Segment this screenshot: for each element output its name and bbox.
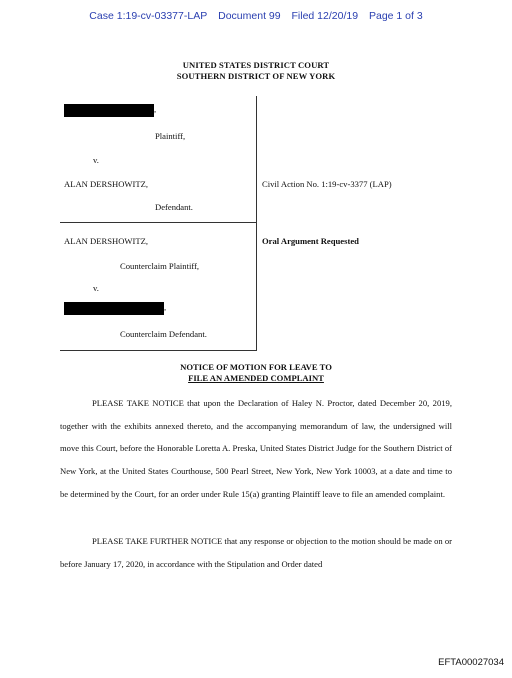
court-line-2: SOUTHERN DISTRICT OF NEW YORK bbox=[176, 71, 336, 81]
efta-identifier: EFTA00027034 bbox=[438, 657, 504, 668]
body-paragraph-2 bbox=[60, 530, 452, 575]
comma-mark-2: , bbox=[164, 302, 167, 312]
versus-1: v. bbox=[93, 155, 99, 165]
motion-title bbox=[0, 362, 512, 384]
motion-title-line-2: FILE AN AMENDED COMPLAINT bbox=[188, 373, 324, 383]
document-number: Document 99 bbox=[218, 10, 281, 22]
filing-header bbox=[0, 10, 512, 22]
civil-action-number: Civil Action No. 1:19-cv-3377 (LAP) bbox=[262, 179, 392, 189]
paragraph-1-text: PLEASE TAKE NOTICE that upon the Declaration of Haley N. Proctor, dated December 20, 2019, together with the exhibits annexed thereto, and the accompanying memorandum of law, the undersigned will move this Court, before the Honorable Loretta A. Preska, United States District Judge for the Southern District of New York, at the United States Courthouse, 500 Pearl Street, New York, New York 10003, at a date and time to be determined by the Court, for an order under Rule 15(a) granting Plaintiff leave to file an amended complaint. bbox=[60, 398, 452, 499]
paragraph-2-text: PLEASE TAKE FURTHER NOTICE that any response or objection to the motion should be made on or before January 17, 2020, in accordance with the Stipulation and Order dated bbox=[60, 536, 452, 569]
court-line-1: UNITED STATES DISTRICT COURT bbox=[182, 60, 330, 70]
court-heading bbox=[0, 60, 512, 82]
redacted-plaintiff-name bbox=[64, 104, 157, 117]
oral-argument-requested: Oral Argument Requested bbox=[262, 236, 359, 246]
filed-date: Filed 12/20/19 bbox=[291, 10, 359, 22]
defendant-name: ALAN DERSHOWITZ, bbox=[64, 179, 149, 189]
plaintiff-role: Plaintiff, bbox=[155, 131, 186, 141]
defendant-role: Defendant. bbox=[155, 202, 193, 212]
body-paragraph-1 bbox=[60, 392, 452, 506]
motion-title-line-1: NOTICE OF MOTION FOR LEAVE TO bbox=[180, 362, 332, 372]
caption-divider bbox=[60, 222, 256, 223]
counterclaim-defendant-role: Counterclaim Defendant. bbox=[120, 329, 207, 339]
case-number: Case 1:19-cv-03377-LAP bbox=[89, 10, 208, 22]
redacted-counterclaim-defendant-name bbox=[64, 302, 167, 315]
comma-mark: , bbox=[154, 104, 157, 114]
page-indicator: Page 1 of 3 bbox=[368, 10, 423, 22]
versus-2: v. bbox=[93, 283, 99, 293]
counterclaim-plaintiff-name: ALAN DERSHOWITZ, bbox=[64, 236, 149, 246]
counterclaim-plaintiff-role: Counterclaim Plaintiff, bbox=[120, 261, 200, 271]
